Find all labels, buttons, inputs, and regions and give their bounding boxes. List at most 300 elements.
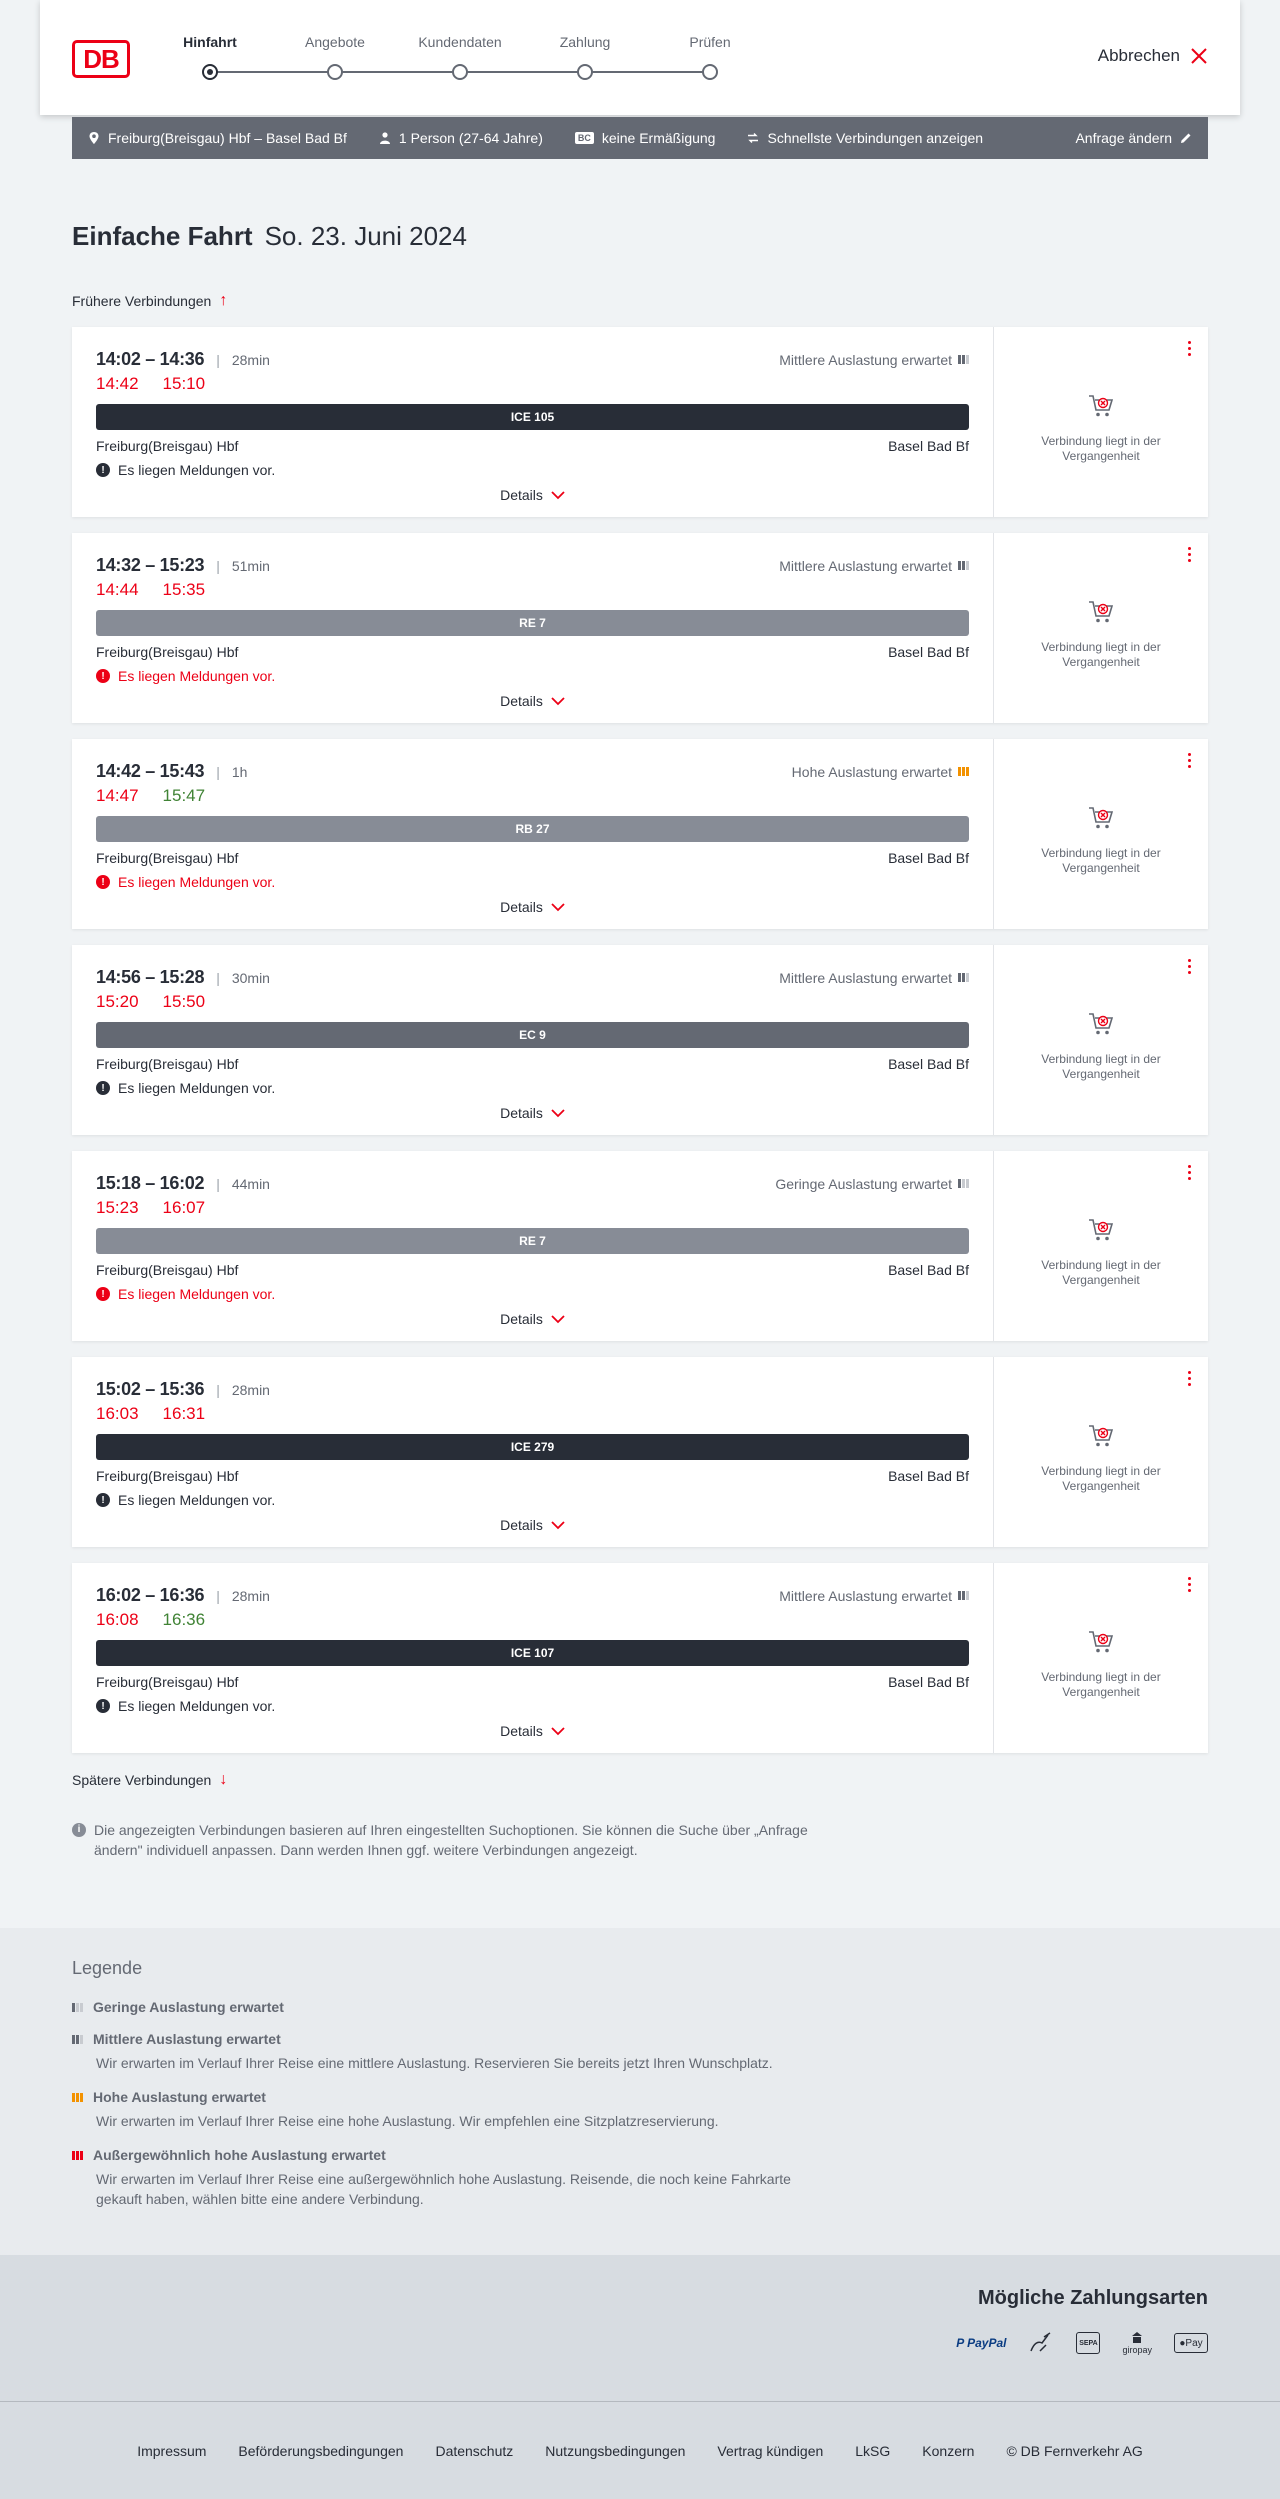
separator: |	[216, 1175, 220, 1192]
pencil-icon	[1180, 132, 1192, 144]
more-options-icon[interactable]	[1188, 1577, 1192, 1595]
legend-item	[72, 2031, 1208, 2073]
planned-times: 14:42 – 15:43	[96, 761, 205, 781]
occupancy-text: Mittlere Auslastung erwartet	[779, 557, 952, 574]
train-segment-bar[interactable]	[96, 816, 969, 842]
footer-link[interactable]: Vertrag kündigen	[717, 2442, 824, 2459]
stations-row	[96, 1056, 969, 1072]
occupancy-info	[779, 558, 969, 574]
connection-side	[994, 533, 1208, 723]
past-connection-text: Verbindung liegt in der Vergangenheit	[1041, 1464, 1161, 1493]
notice-text: Es liegen Meldungen vor.	[118, 1286, 276, 1302]
occupancy-text: Mittlere Auslastung erwartet	[779, 969, 952, 986]
legend-item	[72, 1999, 1208, 2015]
duration: 1h	[231, 763, 248, 780]
exclamation-icon: !	[96, 1493, 110, 1507]
departure-station: Freiburg(Breisgau) Hbf	[96, 438, 239, 454]
payment-icons	[956, 2331, 1208, 2355]
realtime-departure: 16:08	[96, 1610, 139, 1629]
occupancy-text: Geringe Auslastung erwartet	[775, 1175, 952, 1192]
main-content	[0, 117, 1280, 1860]
occupancy-bar	[962, 1179, 965, 1188]
connection-card	[72, 1151, 1208, 1341]
stations-row	[96, 1468, 969, 1484]
step-hinfahrt	[150, 34, 270, 80]
cancel-label: Abbrechen	[1097, 46, 1180, 65]
exclamation-icon: !	[96, 669, 110, 683]
separator: |	[216, 1587, 220, 1604]
search-summary-bar	[72, 117, 1208, 159]
occupancy-bar	[72, 2093, 75, 2102]
times-row	[96, 761, 969, 782]
occupancy-bar	[966, 1591, 969, 1600]
train-name: RE 7	[519, 1234, 546, 1248]
step-dot	[202, 64, 218, 80]
occupancy-text: Mittlere Auslastung erwartet	[779, 1587, 952, 1604]
details-toggle[interactable]	[72, 1105, 993, 1121]
realtime-arrival: 15:10	[162, 374, 206, 393]
legend-item	[72, 2089, 1208, 2131]
legend-item-desc: Wir erwarten im Verlauf Ihrer Reise eine mittlere Auslastung. Reservieren Sie bereits jetzt Ihren Wunschplatz.	[96, 2055, 773, 2071]
occupancy-medium-icon	[958, 355, 969, 364]
discount-summary	[575, 130, 716, 146]
connection-side	[994, 945, 1208, 1135]
occupancy-bar	[962, 767, 965, 776]
route-summary	[88, 130, 347, 146]
legend-icon-slot	[72, 2089, 83, 2105]
connection-side	[994, 739, 1208, 929]
arrow-up-icon: ↑	[219, 292, 228, 309]
step-dot	[327, 64, 343, 80]
edit-request-button[interactable]	[1075, 130, 1192, 146]
arrival-station: Basel Bad Bf	[888, 850, 969, 866]
details-label: Details	[500, 899, 543, 915]
occupancy-bar	[76, 2035, 79, 2044]
train-name: RB 27	[515, 822, 550, 836]
footer-link[interactable]: Konzern	[922, 2442, 975, 2459]
connection-main	[72, 739, 994, 929]
occupancy-bar	[80, 2151, 83, 2160]
chevron-down-icon	[551, 1109, 565, 1118]
departure-station: Freiburg(Breisgau) Hbf	[96, 1262, 239, 1278]
footer-link[interactable]: Datenschutz	[435, 2442, 514, 2459]
connection-side	[994, 1357, 1208, 1547]
occupancy-bar	[72, 2151, 75, 2160]
departure-station: Freiburg(Breisgau) Hbf	[96, 644, 239, 660]
connection-card	[72, 533, 1208, 723]
notice-message	[96, 1492, 969, 1508]
step-pruefen	[650, 34, 770, 80]
connection-main	[72, 1151, 994, 1341]
details-label: Details	[500, 1517, 543, 1533]
departure-station: Freiburg(Breisgau) Hbf	[96, 1674, 239, 1690]
page-title	[72, 221, 1208, 252]
connection-main	[72, 327, 994, 517]
footer	[0, 2401, 1280, 2499]
occupancy-medium-icon	[958, 561, 969, 570]
times-row	[96, 1379, 969, 1400]
occupancy-bar	[966, 355, 969, 364]
header	[40, 0, 1240, 115]
fastest-summary	[747, 130, 983, 146]
occupancy-medium-icon	[958, 973, 969, 982]
separator: |	[216, 1381, 220, 1398]
legend-list	[72, 1999, 1208, 2209]
step-dot	[577, 64, 593, 80]
footer-link[interactable]: LkSG	[855, 2442, 891, 2459]
connection-main	[72, 533, 994, 723]
occupancy-info	[779, 970, 969, 986]
connection-main	[72, 1357, 994, 1547]
train-segment-bar[interactable]	[96, 1228, 969, 1254]
occupancy-medium-icon	[958, 1591, 969, 1600]
trip-date: So. 23. Juni 2024	[264, 221, 467, 251]
realtime-departure: 14:42	[96, 374, 139, 393]
fastest-text: Schnellste Verbindungen anzeigen	[767, 130, 984, 146]
legend-icon-slot	[72, 1999, 83, 2015]
train-segment-bar[interactable]	[96, 404, 969, 430]
cart-unavailable-icon	[1087, 1629, 1115, 1655]
step-dot	[702, 64, 718, 80]
stations-row	[96, 1674, 969, 1690]
duration: 51min	[231, 557, 270, 574]
realtime-arrival: 15:35	[162, 580, 206, 599]
realtime-departure: 14:47	[96, 786, 139, 805]
swap-arrows-icon	[747, 132, 759, 144]
occupancy-bar	[80, 2003, 83, 2012]
cart-unavailable-icon	[1087, 805, 1115, 831]
details-toggle[interactable]	[72, 1517, 993, 1533]
discount-text: keine Ermäßigung	[601, 130, 716, 146]
legend-item-desc: Wir erwarten im Verlauf Ihrer Reise eine außergewöhnlich hohe Auslastung. Reisende, die noch keine Fahrkarte gekauft haben, wählen bitte eine andere Verbindung.	[96, 2171, 791, 2207]
occupancy-medium-icon	[72, 2035, 83, 2044]
occupancy-bar	[962, 561, 965, 570]
giropay-label: giropay	[1122, 2345, 1152, 2355]
exclamation-icon: !	[96, 1699, 110, 1713]
applepay-label: Pay	[1185, 2337, 1203, 2349]
connection-side	[994, 327, 1208, 517]
times-row	[96, 967, 969, 988]
realtime-arrival: 15:50	[162, 992, 206, 1011]
details-toggle[interactable]	[72, 1723, 993, 1739]
details-label: Details	[500, 1723, 543, 1739]
db-logo[interactable]: DB	[72, 40, 130, 78]
realtime-row	[96, 1610, 969, 1630]
exclamation-icon: !	[96, 875, 110, 889]
duration: 28min	[231, 351, 270, 368]
occupancy-bar	[958, 767, 961, 776]
connection-side	[994, 1151, 1208, 1341]
legend-item-title: Außergewöhnlich hohe Auslastung erwartet	[93, 2147, 386, 2163]
connection-card	[72, 1563, 1208, 1753]
notice-message	[96, 668, 969, 684]
train-segment-bar[interactable]	[96, 1434, 969, 1460]
planned-times: 14:32 – 15:23	[96, 555, 205, 575]
occupancy-text: Hohe Auslastung erwartet	[791, 763, 952, 780]
realtime-departure: 15:20	[96, 992, 139, 1011]
booking-stepper	[40, 0, 1240, 115]
footer-link[interactable]: Impressum	[137, 2442, 207, 2459]
connection-card	[72, 327, 1208, 517]
occupancy-extreme-icon	[72, 2151, 83, 2160]
occupancy-high-icon	[958, 767, 969, 776]
exclamation-icon: !	[96, 1081, 110, 1095]
route-text: Freiburg(Breisgau) Hbf – Basel Bad Bf	[108, 130, 347, 146]
notice-text: Es liegen Meldungen vor.	[118, 462, 276, 478]
step-kundendaten	[400, 34, 520, 80]
legend-item-desc: Wir erwarten im Verlauf Ihrer Reise eine hohe Auslastung. Wir empfehlen eine Sitzplatzreservierung.	[96, 2113, 719, 2129]
stations-row	[96, 644, 969, 660]
step-label: Zahlung	[559, 34, 611, 50]
times-row	[96, 555, 969, 576]
chevron-down-icon	[551, 491, 565, 500]
details-toggle[interactable]	[72, 1311, 993, 1327]
past-connection-text: Verbindung liegt in der Vergangenheit	[1041, 640, 1161, 669]
occupancy-bar	[958, 561, 961, 570]
details-label: Details	[500, 1105, 543, 1121]
stations-row	[96, 1262, 969, 1278]
duration: 30min	[231, 969, 270, 986]
occupancy-bar	[958, 1591, 961, 1600]
search-info-note	[72, 1820, 852, 1860]
realtime-departure: 16:03	[96, 1404, 139, 1423]
cart-unavailable-icon	[1087, 1011, 1115, 1037]
past-connection-text: Verbindung liegt in der Vergangenheit	[1041, 1670, 1161, 1699]
separator: |	[216, 969, 220, 986]
legend-item-title: Hohe Auslastung erwartet	[93, 2089, 266, 2105]
bahncard-icon: BC	[575, 132, 594, 144]
separator: |	[216, 351, 220, 368]
occupancy-bar	[76, 2151, 79, 2160]
train-segment-bar[interactable]	[96, 610, 969, 636]
legend-icon-slot	[72, 2031, 83, 2047]
separator: |	[216, 763, 220, 780]
occupancy-info	[775, 1176, 969, 1192]
cart-unavailable-icon	[1087, 1217, 1115, 1243]
more-options-icon[interactable]	[1188, 1165, 1192, 1183]
occupancy-text: Mittlere Auslastung erwartet	[779, 351, 952, 368]
realtime-departure: 14:44	[96, 580, 139, 599]
realtime-arrival: 16:36	[162, 1610, 206, 1629]
occupancy-bar	[966, 767, 969, 776]
train-name: RE 7	[519, 616, 546, 630]
past-connection-text: Verbindung liegt in der Vergangenheit	[1041, 1052, 1161, 1081]
arrival-station: Basel Bad Bf	[888, 1674, 969, 1690]
persons-text: 1 Person (27-64 Jahre)	[398, 130, 543, 146]
realtime-row	[96, 786, 969, 806]
more-options-icon[interactable]	[1188, 341, 1192, 359]
realtime-row	[96, 374, 969, 394]
step-label: Hinfahrt	[183, 34, 237, 50]
legend-section	[0, 1928, 1280, 2255]
occupancy-low-icon	[72, 2003, 83, 2012]
occupancy-high-icon	[72, 2093, 83, 2102]
legend-item-title: Geringe Auslastung erwartet	[93, 1999, 284, 2015]
notice-text: Es liegen Meldungen vor.	[118, 1698, 276, 1714]
planned-times: 16:02 – 16:36	[96, 1585, 205, 1605]
notice-text: Es liegen Meldungen vor.	[118, 668, 276, 684]
details-toggle[interactable]	[72, 487, 993, 503]
legend-item-head	[72, 2147, 1208, 2163]
footer-link[interactable]: Beförderungsbedingungen	[238, 2442, 404, 2459]
stations-row	[96, 850, 969, 866]
connection-card	[72, 945, 1208, 1135]
occupancy-info	[792, 764, 969, 780]
notice-message	[96, 1698, 969, 1714]
legend-icon-slot	[72, 2147, 83, 2163]
details-label: Details	[500, 1311, 543, 1327]
occupancy-bar	[958, 355, 961, 364]
train-segment-bar[interactable]	[96, 1022, 969, 1048]
exclamation-icon: !	[96, 1287, 110, 1301]
connection-list	[72, 327, 1208, 1753]
notice-message	[96, 462, 969, 478]
notice-text: Es liegen Meldungen vor.	[118, 874, 276, 890]
planned-times: 14:02 – 14:36	[96, 349, 205, 369]
occupancy-bar	[966, 1179, 969, 1188]
arrival-station: Basel Bad Bf	[888, 644, 969, 660]
arrival-station: Basel Bad Bf	[888, 1056, 969, 1072]
arrival-station: Basel Bad Bf	[888, 1262, 969, 1278]
footer-link[interactable]: © DB Fernverkehr AG	[1006, 2442, 1143, 2459]
notice-message	[96, 1286, 969, 1302]
occupancy-bar	[80, 2093, 83, 2102]
train-name: ICE 105	[510, 410, 555, 424]
step-label: Prüfen	[689, 34, 731, 50]
occupancy-info	[779, 1588, 969, 1604]
payment-section	[0, 2255, 1280, 2401]
occupancy-bar	[76, 2003, 79, 2012]
departure-station: Freiburg(Breisgau) Hbf	[96, 850, 239, 866]
planned-times: 14:56 – 15:28	[96, 967, 205, 987]
payment-title: Mögliche Zahlungsarten	[977, 2287, 1208, 2309]
connection-side	[994, 1563, 1208, 1753]
chevron-down-icon	[551, 1727, 565, 1736]
occupancy-bar	[962, 1591, 965, 1600]
details-label: Details	[500, 693, 543, 709]
step-label: Kundendaten	[418, 34, 502, 50]
train-name: ICE 279	[510, 1440, 555, 1454]
duration: 28min	[231, 1381, 270, 1398]
chevron-down-icon	[551, 697, 565, 706]
legend-item-title: Mittlere Auslastung erwartet	[93, 2031, 281, 2047]
chevron-down-icon	[551, 1315, 565, 1324]
step-zahlung	[525, 34, 645, 80]
more-options-icon[interactable]	[1188, 959, 1192, 977]
later-connections-link[interactable]	[72, 1771, 227, 1789]
legend-title: Legende	[72, 1958, 143, 1978]
cart-unavailable-icon	[1087, 393, 1115, 419]
occupancy-low-icon	[958, 1179, 969, 1188]
info-text: Die angezeigten Verbindungen basieren auf Ihren eingestellten Suchoptionen. Sie können die Suche über „Anfrage ändern" individuell anpassen. Dann werden Ihnen ggf. weitere Verbindungen angezeigt.	[94, 1822, 808, 1858]
duration: 28min	[231, 1587, 270, 1604]
step-label: Angebote	[305, 34, 365, 50]
past-connection-text: Verbindung liegt in der Vergangenheit	[1041, 1258, 1161, 1287]
times-row	[96, 1585, 969, 1606]
notice-text: Es liegen Meldungen vor.	[118, 1492, 276, 1508]
earlier-connections-link[interactable]	[72, 292, 227, 310]
planned-times: 15:02 – 15:36	[96, 1379, 205, 1399]
stations-row	[96, 438, 969, 454]
applepay-icon	[1174, 2333, 1208, 2353]
occupancy-bar	[72, 2035, 75, 2044]
details-toggle[interactable]	[72, 693, 993, 709]
direct-debit-icon	[1028, 2331, 1054, 2355]
person-icon	[379, 132, 391, 144]
cancel-button[interactable]	[1098, 46, 1208, 66]
departure-station: Freiburg(Breisgau) Hbf	[96, 1056, 239, 1072]
realtime-row	[96, 1198, 969, 1218]
planned-times: 15:18 – 16:02	[96, 1173, 205, 1193]
arrival-station: Basel Bad Bf	[888, 1468, 969, 1484]
connection-main	[72, 945, 994, 1135]
realtime-arrival: 16:07	[162, 1198, 206, 1217]
departure-station: Freiburg(Breisgau) Hbf	[96, 1468, 239, 1484]
occupancy-bar	[966, 973, 969, 982]
close-icon	[1190, 47, 1208, 65]
arrow-down-icon: ↓	[219, 1771, 228, 1788]
notice-message	[96, 1080, 969, 1096]
occupancy-bar	[958, 1179, 961, 1188]
train-name: ICE 107	[510, 1646, 555, 1660]
later-label: Spätere Verbindungen	[72, 1772, 212, 1788]
times-row	[96, 349, 969, 370]
footer-link[interactable]: Nutzungsbedingungen	[545, 2442, 686, 2459]
step-angebote	[275, 34, 395, 80]
notice-message	[96, 874, 969, 890]
persons-summary	[379, 130, 543, 146]
occupancy-bar	[966, 561, 969, 570]
connection-main	[72, 1563, 994, 1753]
legend-item-head	[72, 1999, 1208, 2015]
details-toggle[interactable]	[72, 899, 993, 915]
connection-card	[72, 739, 1208, 929]
more-options-icon[interactable]	[1188, 547, 1192, 565]
location-pin-icon	[88, 132, 100, 144]
realtime-departure: 15:23	[96, 1198, 139, 1217]
cart-unavailable-icon	[1087, 599, 1115, 625]
more-options-icon[interactable]	[1188, 1371, 1192, 1389]
header-wrap	[0, 0, 1280, 117]
legend-item-head	[72, 2031, 1208, 2047]
train-segment-bar[interactable]	[96, 1640, 969, 1666]
cart-unavailable-icon	[1087, 1423, 1115, 1449]
chevron-down-icon	[551, 1521, 565, 1530]
occupancy-bar	[76, 2093, 79, 2102]
past-connection-text: Verbindung liegt in der Vergangenheit	[1041, 434, 1161, 463]
realtime-arrival: 15:47	[162, 786, 206, 805]
step-dot	[452, 64, 468, 80]
legend-item-head	[72, 2089, 1208, 2105]
chevron-down-icon	[551, 903, 565, 912]
more-options-icon[interactable]	[1188, 753, 1192, 771]
realtime-row	[96, 580, 969, 600]
connection-card	[72, 1357, 1208, 1547]
giropay-icon	[1122, 2331, 1152, 2355]
info-icon: i	[72, 1823, 86, 1837]
realtime-arrival: 16:31	[162, 1404, 206, 1423]
notice-text: Es liegen Meldungen vor.	[118, 1080, 276, 1096]
realtime-row	[96, 1404, 969, 1424]
exclamation-icon: !	[96, 463, 110, 477]
details-label: Details	[500, 487, 543, 503]
apple-logo-icon: ●	[1179, 2337, 1186, 2349]
realtime-row	[96, 992, 969, 1012]
occupancy-bar	[80, 2035, 83, 2044]
arrival-station: Basel Bad Bf	[888, 438, 969, 454]
occupancy-bar	[72, 2003, 75, 2012]
past-connection-text: Verbindung liegt in der Vergangenheit	[1041, 846, 1161, 875]
